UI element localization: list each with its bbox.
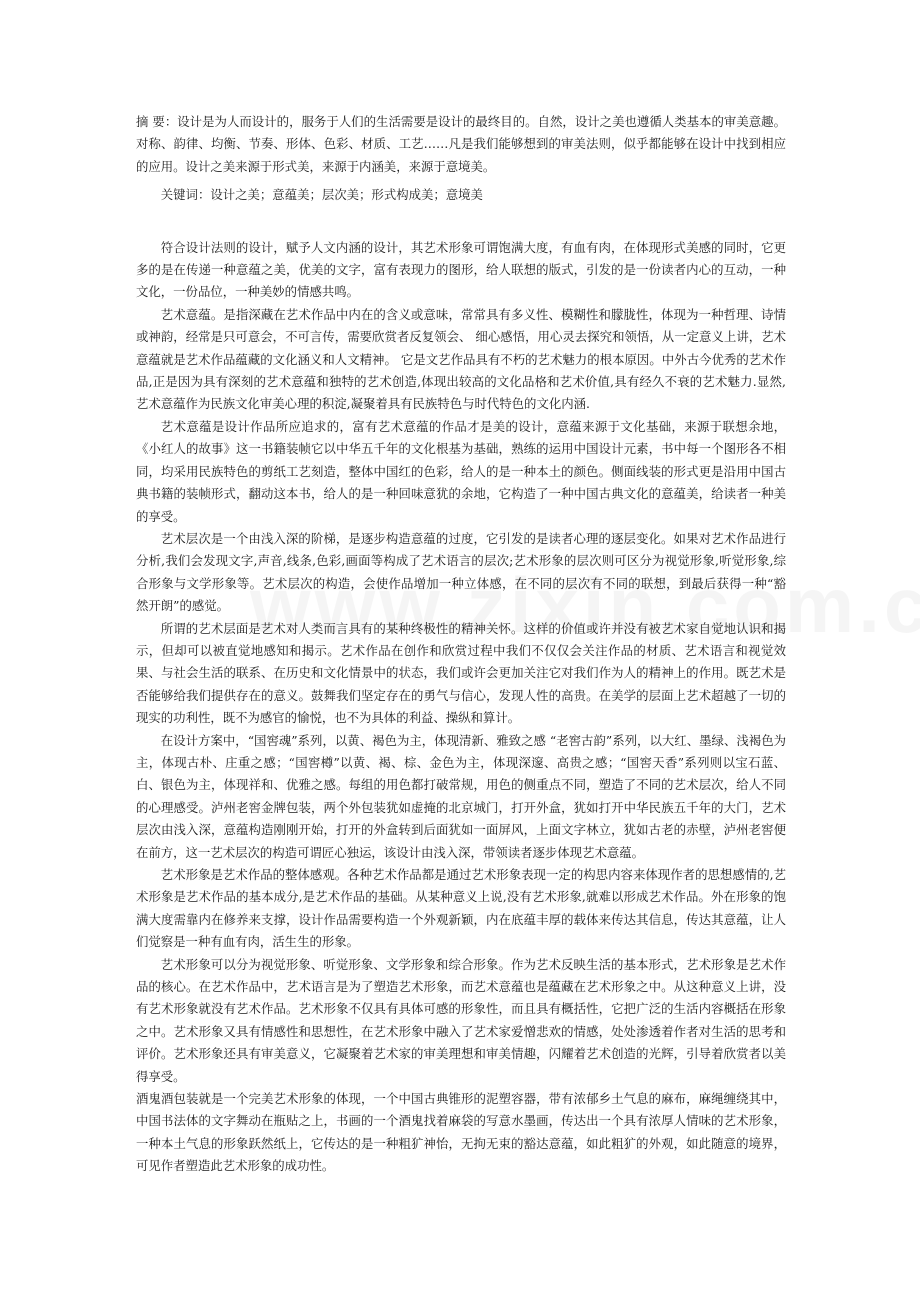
body-paragraph-9: 酒鬼酒包装就是一个完美艺术形象的体现，一个中国古典锥形的泥塑容器，带有浓郁乡土气息的麻布，麻绳缠绕其中，中国书法体的文字舞动在瓶贴之上，书画的一个酒鬼找着麻袋的写意水墨画，传达出一个具有浓厚人情味的艺术形象，一种本土气息的形象跃然纸上，它传达的是一种粗犷神怡，无拘无束的豁达意蕴，如此粗犷的外观，如此随意的境界，可见作者塑造此艺术形象的成功性。 [136,1091,786,1174]
document-page [136,111,786,1178]
body-paragraph-8: 艺术形象可以分为视觉形象、听觉形象、文学形象和综合形象。作为艺术反映生活的基本形式，艺术形象是艺术作品的核心。在艺术作品中，艺术语言是为了塑造艺术形象，而艺术意蕴也是蕴藏在艺术形象之中。从这种意义上讲，没有艺术形象就没有艺术作品。艺术形象不仅具有具体可感的形象性，而且具有概括性，它把广泛的生活内容概括在形象之中。艺术形象又具有情感性和思想性，在艺术形象中融入了艺术家爱憎悲欢的情感，处处渗透着作者对生活的思考和评价。艺术形象还具有审美意义，它凝聚着艺术家的审美理想和审美情趣，闪耀着艺术创造的光辉，引导着欣赏者以美得享受。 [136,956,786,1084]
body-paragraph-4: 艺术层次是一个由浅入深的阶梯，是逐步构造意蕴的过度，它引发的是读者心理的逐层变化。如果对艺术作品进行分析,我们会发现文字,声音,线条,色彩,画面等构成了艺术语言的层次;艺术形象的层次则可区分为视觉形象,听觉形象,综合形象与文学形象等。艺术层次的构造，会使作品增加一种立体感，在不同的层次有不同的联想，到最后获得一种“豁然开朗”的感觉。 [136,530,786,614]
body-paragraph-7: 艺术形象是艺术作品的整体感观。各种艺术作品都是通过艺术形象表现一定的构思内容来体现作者的思想感情的,艺术形象是艺术作品的基本成分,是艺术作品的基础。从某种意义上说,没有艺术形象,就难以形成艺术作品。外在形象的饱满大度需靠内在修养来支撑，设计作品需要构造一个外观新颖，内在底蕴丰厚的载体来传达其信息，传达其意蕴，让人们觉察是一种有血有肉，活生生的形象。 [136,867,786,950]
abstract [136,111,786,178]
abstract-label: 摘 要： [136,114,178,129]
keywords [136,184,786,206]
body-paragraph-3: 艺术意蕴是设计作品所应追求的，富有艺术意蕴的作品才是美的设计，意蕴来源于文化基础，来源于联想余地，《小红人的故事》这一书籍装帧它以中华五千年的文化根基为基础，熟练的运用中国设计元素，书中每一个图形各不相同，均采用民族特色的剪纸工艺刻造，整体中国红的色彩，给人的是一种本土的颜色。侧面线装的形式更是沿用中国古典书籍的装帧形式，翻动这本书，给人的是一种回味意犹的余地，它构造了一种中国古典文化的意蕴美，给读者一种美的享受。 [136,418,786,524]
keywords-text: 设计之美；意蕴美；层次美；形式构成美；意境美 [210,187,483,203]
body-paragraph-1: 符合设计法则的设计，赋予人文内涵的设计，其艺术形象可谓饱满大度，有血有肉，在体现形式美感的同时，它更多的是在传递一种意蕴之美，优美的文字，富有表现力的图形，给人联想的版式，引发的是一份读者内心的互动，一种文化，一份品位，一种美妙的情感共鸣。 [136,239,786,300]
body-paragraph-5: 所谓的艺术层面是艺术对人类而言具有的某种终极性的精神关怀。这样的价值或许并没有被艺术家自觉地认识和揭示，但却可以被直觉地感知和揭示。艺术作品在创作和欣赏过程中我们不仅仅会关注作品的材质、艺术语言和视觉效果、与社会生活的联系、在历史和文化情景中的状态，我们或许会更加关注它对我们作为人的精神上的作用。既艺术是否能够给我们提供存在的意义。鼓舞我们坚定存在的勇气与信心，发现人性的高贵。在美学的层面上艺术超越了一切的现实的功利性，既不为感官的愉悦，也不为具体的利益、操纵和算计。 [136,620,786,726]
body-paragraph-6: 在设计方案中，“国窖魂”系列，以黄、褐色为主，体现清新、雅致之感 “老窖古韵”系列，以大红、墨绿、浅褐色为主，体现古朴、庄重之感；“国窖樽”以黄、褐、棕、金色为主，体现深邃、高贵之感；“国窖天香”系列则以宝石蓝、白、银色为主，体现祥和、优雅之感。每组的用色都打破常规，用色的侧重点不同，塑造了不同的艺术层次，给人不同的心理感受。泸州老窖金牌包装，两个外包装犹如虚掩的北京城门，打开外盒，犹如打开中华民族五千年的大门，艺术层次由浅入深，意蕴构造刚刚开始，打开的外盒转到后面犹如一面屏风，上面文字林立，犹如古老的赤壁，泸州老窖便在前方，这一艺术层次的构造可谓匠心独运，该设计由浅入深，带领读者逐步体现艺术意蕴。 [136,732,786,860]
body-paragraph-2: 艺术意蕴。是指深藏在艺术作品中内在的含义或意味，常常具有多义性、模糊性和朦胧性，体现为一种哲理、诗情或神韵，经常是只可意会，不可言传，需要欣赏者反复领会、 细心感悟，用心灵去探究和领悟，从一定意义上讲，艺术意蕴就是艺术作品蕴藏的文化涵义和人文精神。 它是文艺作品具有不朽的艺术魅力的根本原因。中外古今优秀的艺术作品,正是因为具有深刻的艺术意蕴和独特的艺术创造,体现出较高的文化品格和艺术价值,具有经久不衰的艺术魅力.显然,艺术意蕴作为民族文化审美心理的积淀,凝聚着具有民族特色与时代特色的文化内涵. [136,306,786,412]
abstract-text: 设计是为人而设计的，服务于人们的生活需要是设计的最终目的。自然，设计之美也遵循人类基本的审美意趣。对称、韵律、均衡、节奏、形体、色彩、材质、工艺……凡是我们能够想到的审美法则，似乎都能够在设计中找到相应的应用。设计之美来源于形式美，来源于内涵美，来源于意境美。 [136,114,786,174]
keywords-label: 关键词： [160,187,211,203]
